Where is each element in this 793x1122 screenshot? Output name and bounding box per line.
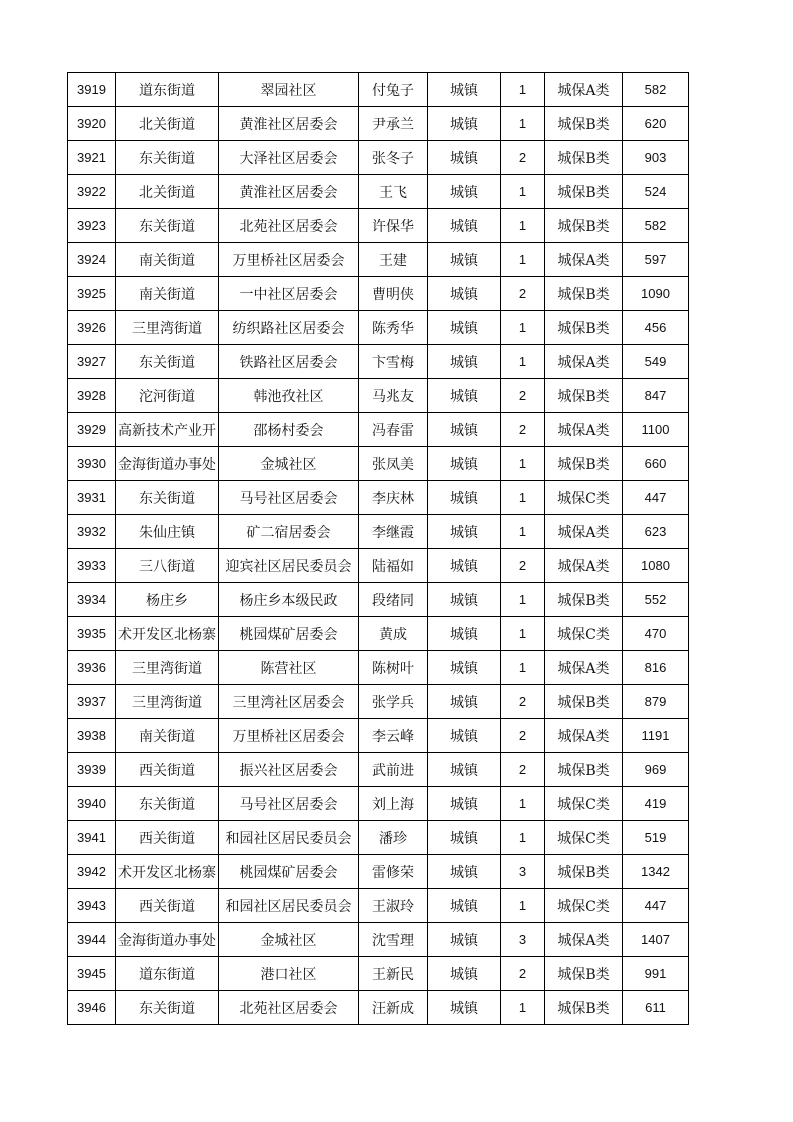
category-cell: 城保B类 bbox=[545, 583, 623, 617]
name-cell: 许保华 bbox=[359, 209, 428, 243]
table-row bbox=[68, 209, 689, 243]
amount-cell: 456 bbox=[623, 311, 689, 345]
area-type-cell: 城镇 bbox=[428, 549, 501, 583]
household-size-cell: 3 bbox=[501, 923, 545, 957]
subdistrict-cell: 杨庄乡 bbox=[116, 583, 219, 617]
area-type-cell: 城镇 bbox=[428, 957, 501, 991]
table-row bbox=[68, 311, 689, 345]
table-row bbox=[68, 481, 689, 515]
category-cell: 城保B类 bbox=[545, 957, 623, 991]
area-type-cell: 城镇 bbox=[428, 481, 501, 515]
household-size-cell: 2 bbox=[501, 719, 545, 753]
subdistrict-cell: 北关街道 bbox=[116, 175, 219, 209]
community-cell: 万里桥社区居委会 bbox=[219, 719, 359, 753]
community-cell: 矿二宿居委会 bbox=[219, 515, 359, 549]
record-id-cell: 3936 bbox=[68, 651, 116, 685]
area-type-cell: 城镇 bbox=[428, 821, 501, 855]
name-cell: 马兆友 bbox=[359, 379, 428, 413]
subdistrict-cell: 西关街道 bbox=[116, 889, 219, 923]
category-cell: 城保B类 bbox=[545, 447, 623, 481]
subdistrict-cell: 西关街道 bbox=[116, 753, 219, 787]
amount-cell: 847 bbox=[623, 379, 689, 413]
category-cell: 城保A类 bbox=[545, 651, 623, 685]
name-cell: 陈树叶 bbox=[359, 651, 428, 685]
household-size-cell: 1 bbox=[501, 515, 545, 549]
community-cell: 和园社区居民委员会 bbox=[219, 889, 359, 923]
name-cell: 李继霞 bbox=[359, 515, 428, 549]
household-size-cell: 1 bbox=[501, 107, 545, 141]
household-size-cell: 2 bbox=[501, 549, 545, 583]
subdistrict-cell: 道东街道 bbox=[116, 73, 219, 107]
community-cell: 金城社区 bbox=[219, 923, 359, 957]
record-id-cell: 3927 bbox=[68, 345, 116, 379]
record-id-cell: 3934 bbox=[68, 583, 116, 617]
area-type-cell: 城镇 bbox=[428, 277, 501, 311]
household-size-cell: 2 bbox=[501, 379, 545, 413]
household-size-cell: 1 bbox=[501, 175, 545, 209]
table-row bbox=[68, 991, 689, 1025]
amount-cell: 447 bbox=[623, 889, 689, 923]
category-cell: 城保A类 bbox=[545, 515, 623, 549]
name-cell: 李庆林 bbox=[359, 481, 428, 515]
community-cell: 马号社区居委会 bbox=[219, 787, 359, 821]
community-cell: 振兴社区居委会 bbox=[219, 753, 359, 787]
table-row bbox=[68, 821, 689, 855]
household-size-cell: 1 bbox=[501, 209, 545, 243]
name-cell: 黄成 bbox=[359, 617, 428, 651]
area-type-cell: 城镇 bbox=[428, 923, 501, 957]
community-cell: 桃园煤矿居委会 bbox=[219, 855, 359, 889]
amount-cell: 1080 bbox=[623, 549, 689, 583]
table-row bbox=[68, 719, 689, 753]
table-row bbox=[68, 957, 689, 991]
community-cell: 韩池孜社区 bbox=[219, 379, 359, 413]
area-type-cell: 城镇 bbox=[428, 651, 501, 685]
name-cell: 王新民 bbox=[359, 957, 428, 991]
amount-cell: 1100 bbox=[623, 413, 689, 447]
record-id-cell: 3926 bbox=[68, 311, 116, 345]
household-size-cell: 1 bbox=[501, 583, 545, 617]
category-cell: 城保B类 bbox=[545, 379, 623, 413]
table-body bbox=[68, 73, 689, 1025]
community-cell: 一中社区居委会 bbox=[219, 277, 359, 311]
community-cell: 迎宾社区居民委员会 bbox=[219, 549, 359, 583]
name-cell: 王建 bbox=[359, 243, 428, 277]
name-cell: 王淑玲 bbox=[359, 889, 428, 923]
record-id-cell: 3933 bbox=[68, 549, 116, 583]
amount-cell: 620 bbox=[623, 107, 689, 141]
amount-cell: 419 bbox=[623, 787, 689, 821]
household-size-cell: 1 bbox=[501, 821, 545, 855]
name-cell: 李云峰 bbox=[359, 719, 428, 753]
category-cell: 城保C类 bbox=[545, 617, 623, 651]
subdistrict-cell: 西关街道 bbox=[116, 821, 219, 855]
subdistrict-cell: 高新技术产业开 bbox=[116, 413, 219, 447]
amount-cell: 991 bbox=[623, 957, 689, 991]
table-row bbox=[68, 549, 689, 583]
table-row bbox=[68, 651, 689, 685]
community-cell: 桃园煤矿居委会 bbox=[219, 617, 359, 651]
amount-cell: 611 bbox=[623, 991, 689, 1025]
subdistrict-cell: 三里湾街道 bbox=[116, 311, 219, 345]
household-size-cell: 3 bbox=[501, 855, 545, 889]
record-id-cell: 3920 bbox=[68, 107, 116, 141]
subdistrict-cell: 东关街道 bbox=[116, 787, 219, 821]
name-cell: 卞雪梅 bbox=[359, 345, 428, 379]
table-row bbox=[68, 277, 689, 311]
category-cell: 城保B类 bbox=[545, 311, 623, 345]
area-type-cell: 城镇 bbox=[428, 855, 501, 889]
household-size-cell: 1 bbox=[501, 73, 545, 107]
name-cell: 刘上海 bbox=[359, 787, 428, 821]
area-type-cell: 城镇 bbox=[428, 345, 501, 379]
subdistrict-cell: 南关街道 bbox=[116, 719, 219, 753]
record-id-cell: 3943 bbox=[68, 889, 116, 923]
category-cell: 城保C类 bbox=[545, 787, 623, 821]
community-cell: 陈营社区 bbox=[219, 651, 359, 685]
area-type-cell: 城镇 bbox=[428, 107, 501, 141]
area-type-cell: 城镇 bbox=[428, 515, 501, 549]
community-cell: 北苑社区居委会 bbox=[219, 209, 359, 243]
category-cell: 城保B类 bbox=[545, 107, 623, 141]
name-cell: 沈雪理 bbox=[359, 923, 428, 957]
area-type-cell: 城镇 bbox=[428, 447, 501, 481]
community-cell: 翠园社区 bbox=[219, 73, 359, 107]
category-cell: 城保B类 bbox=[545, 277, 623, 311]
table-row bbox=[68, 345, 689, 379]
category-cell: 城保C类 bbox=[545, 481, 623, 515]
community-cell: 铁路社区居委会 bbox=[219, 345, 359, 379]
table-row bbox=[68, 583, 689, 617]
community-cell: 纺织路社区居委会 bbox=[219, 311, 359, 345]
household-size-cell: 2 bbox=[501, 141, 545, 175]
category-cell: 城保A类 bbox=[545, 345, 623, 379]
amount-cell: 1407 bbox=[623, 923, 689, 957]
amount-cell: 582 bbox=[623, 209, 689, 243]
subdistrict-cell: 三八街道 bbox=[116, 549, 219, 583]
table-row bbox=[68, 175, 689, 209]
subdistrict-cell: 东关街道 bbox=[116, 991, 219, 1025]
amount-cell: 969 bbox=[623, 753, 689, 787]
household-size-cell: 1 bbox=[501, 345, 545, 379]
table-row bbox=[68, 107, 689, 141]
category-cell: 城保A类 bbox=[545, 549, 623, 583]
area-type-cell: 城镇 bbox=[428, 617, 501, 651]
household-size-cell: 1 bbox=[501, 787, 545, 821]
area-type-cell: 城镇 bbox=[428, 413, 501, 447]
category-cell: 城保C类 bbox=[545, 889, 623, 923]
subdistrict-cell: 三里湾街道 bbox=[116, 651, 219, 685]
amount-cell: 623 bbox=[623, 515, 689, 549]
household-size-cell: 1 bbox=[501, 243, 545, 277]
category-cell: 城保B类 bbox=[545, 991, 623, 1025]
name-cell: 张学兵 bbox=[359, 685, 428, 719]
category-cell: 城保B类 bbox=[545, 141, 623, 175]
table-row bbox=[68, 889, 689, 923]
subdistrict-cell: 东关街道 bbox=[116, 209, 219, 243]
table-row bbox=[68, 923, 689, 957]
record-id-cell: 3923 bbox=[68, 209, 116, 243]
category-cell: 城保B类 bbox=[545, 753, 623, 787]
name-cell: 潘珍 bbox=[359, 821, 428, 855]
record-id-cell: 3932 bbox=[68, 515, 116, 549]
data-table bbox=[67, 72, 689, 1025]
amount-cell: 597 bbox=[623, 243, 689, 277]
subdistrict-cell: 金海街道办事处 bbox=[116, 447, 219, 481]
area-type-cell: 城镇 bbox=[428, 311, 501, 345]
category-cell: 城保A类 bbox=[545, 413, 623, 447]
area-type-cell: 城镇 bbox=[428, 379, 501, 413]
name-cell: 张凤美 bbox=[359, 447, 428, 481]
table-row bbox=[68, 413, 689, 447]
household-size-cell: 2 bbox=[501, 413, 545, 447]
record-id-cell: 3930 bbox=[68, 447, 116, 481]
area-type-cell: 城镇 bbox=[428, 991, 501, 1025]
name-cell: 陆福如 bbox=[359, 549, 428, 583]
table-row bbox=[68, 515, 689, 549]
record-id-cell: 3931 bbox=[68, 481, 116, 515]
household-size-cell: 2 bbox=[501, 753, 545, 787]
community-cell: 杨庄乡本级民政 bbox=[219, 583, 359, 617]
record-id-cell: 3929 bbox=[68, 413, 116, 447]
household-size-cell: 2 bbox=[501, 277, 545, 311]
name-cell: 王飞 bbox=[359, 175, 428, 209]
name-cell: 曹明侠 bbox=[359, 277, 428, 311]
subdistrict-cell: 金海街道办事处 bbox=[116, 923, 219, 957]
subdistrict-cell: 东关街道 bbox=[116, 345, 219, 379]
area-type-cell: 城镇 bbox=[428, 719, 501, 753]
name-cell: 汪新成 bbox=[359, 991, 428, 1025]
category-cell: 城保A类 bbox=[545, 73, 623, 107]
subdistrict-cell: 东关街道 bbox=[116, 141, 219, 175]
household-size-cell: 1 bbox=[501, 889, 545, 923]
category-cell: 城保C类 bbox=[545, 821, 623, 855]
record-id-cell: 3941 bbox=[68, 821, 116, 855]
amount-cell: 582 bbox=[623, 73, 689, 107]
table-row bbox=[68, 141, 689, 175]
amount-cell: 549 bbox=[623, 345, 689, 379]
community-cell: 大泽社区居委会 bbox=[219, 141, 359, 175]
community-cell: 黄淮社区居委会 bbox=[219, 107, 359, 141]
household-size-cell: 1 bbox=[501, 481, 545, 515]
record-id-cell: 3924 bbox=[68, 243, 116, 277]
record-id-cell: 3928 bbox=[68, 379, 116, 413]
name-cell: 雷修荣 bbox=[359, 855, 428, 889]
household-size-cell: 2 bbox=[501, 957, 545, 991]
community-cell: 马号社区居委会 bbox=[219, 481, 359, 515]
table-row bbox=[68, 617, 689, 651]
record-id-cell: 3921 bbox=[68, 141, 116, 175]
amount-cell: 1191 bbox=[623, 719, 689, 753]
table-row bbox=[68, 243, 689, 277]
amount-cell: 1090 bbox=[623, 277, 689, 311]
community-cell: 邵杨村委会 bbox=[219, 413, 359, 447]
subdistrict-cell: 北关街道 bbox=[116, 107, 219, 141]
area-type-cell: 城镇 bbox=[428, 889, 501, 923]
record-id-cell: 3945 bbox=[68, 957, 116, 991]
amount-cell: 519 bbox=[623, 821, 689, 855]
amount-cell: 816 bbox=[623, 651, 689, 685]
amount-cell: 447 bbox=[623, 481, 689, 515]
amount-cell: 660 bbox=[623, 447, 689, 481]
area-type-cell: 城镇 bbox=[428, 583, 501, 617]
name-cell: 尹承兰 bbox=[359, 107, 428, 141]
category-cell: 城保B类 bbox=[545, 175, 623, 209]
record-id-cell: 3942 bbox=[68, 855, 116, 889]
category-cell: 城保B类 bbox=[545, 855, 623, 889]
category-cell: 城保A类 bbox=[545, 719, 623, 753]
area-type-cell: 城镇 bbox=[428, 141, 501, 175]
area-type-cell: 城镇 bbox=[428, 753, 501, 787]
name-cell: 张冬子 bbox=[359, 141, 428, 175]
amount-cell: 524 bbox=[623, 175, 689, 209]
area-type-cell: 城镇 bbox=[428, 209, 501, 243]
subdistrict-cell: 术开发区北杨寨 bbox=[116, 617, 219, 651]
record-id-cell: 3946 bbox=[68, 991, 116, 1025]
table-row bbox=[68, 787, 689, 821]
area-type-cell: 城镇 bbox=[428, 685, 501, 719]
name-cell: 段绪同 bbox=[359, 583, 428, 617]
record-id-cell: 3919 bbox=[68, 73, 116, 107]
subdistrict-cell: 道东街道 bbox=[116, 957, 219, 991]
name-cell: 冯春雷 bbox=[359, 413, 428, 447]
name-cell: 武前进 bbox=[359, 753, 428, 787]
record-id-cell: 3922 bbox=[68, 175, 116, 209]
area-type-cell: 城镇 bbox=[428, 243, 501, 277]
area-type-cell: 城镇 bbox=[428, 787, 501, 821]
area-type-cell: 城镇 bbox=[428, 73, 501, 107]
table-row bbox=[68, 753, 689, 787]
community-cell: 万里桥社区居委会 bbox=[219, 243, 359, 277]
household-size-cell: 1 bbox=[501, 991, 545, 1025]
amount-cell: 470 bbox=[623, 617, 689, 651]
table-row bbox=[68, 379, 689, 413]
household-size-cell: 1 bbox=[501, 651, 545, 685]
community-cell: 北苑社区居委会 bbox=[219, 991, 359, 1025]
area-type-cell: 城镇 bbox=[428, 175, 501, 209]
amount-cell: 903 bbox=[623, 141, 689, 175]
community-cell: 三里湾社区居委会 bbox=[219, 685, 359, 719]
amount-cell: 1342 bbox=[623, 855, 689, 889]
category-cell: 城保B类 bbox=[545, 209, 623, 243]
household-size-cell: 1 bbox=[501, 447, 545, 481]
table-row bbox=[68, 73, 689, 107]
record-id-cell: 3940 bbox=[68, 787, 116, 821]
amount-cell: 879 bbox=[623, 685, 689, 719]
subdistrict-cell: 东关街道 bbox=[116, 481, 219, 515]
record-id-cell: 3925 bbox=[68, 277, 116, 311]
category-cell: 城保B类 bbox=[545, 685, 623, 719]
subdistrict-cell: 朱仙庄镇 bbox=[116, 515, 219, 549]
table-row bbox=[68, 447, 689, 481]
table-row bbox=[68, 685, 689, 719]
category-cell: 城保A类 bbox=[545, 243, 623, 277]
community-cell: 金城社区 bbox=[219, 447, 359, 481]
subdistrict-cell: 沱河街道 bbox=[116, 379, 219, 413]
record-id-cell: 3939 bbox=[68, 753, 116, 787]
record-id-cell: 3935 bbox=[68, 617, 116, 651]
subdistrict-cell: 三里湾街道 bbox=[116, 685, 219, 719]
household-size-cell: 1 bbox=[501, 617, 545, 651]
community-cell: 黄淮社区居委会 bbox=[219, 175, 359, 209]
record-id-cell: 3937 bbox=[68, 685, 116, 719]
name-cell: 付兔子 bbox=[359, 73, 428, 107]
community-cell: 港口社区 bbox=[219, 957, 359, 991]
household-size-cell: 2 bbox=[501, 685, 545, 719]
community-cell: 和园社区居民委员会 bbox=[219, 821, 359, 855]
category-cell: 城保A类 bbox=[545, 923, 623, 957]
amount-cell: 552 bbox=[623, 583, 689, 617]
record-id-cell: 3944 bbox=[68, 923, 116, 957]
subdistrict-cell: 南关街道 bbox=[116, 277, 219, 311]
record-id-cell: 3938 bbox=[68, 719, 116, 753]
name-cell: 陈秀华 bbox=[359, 311, 428, 345]
subdistrict-cell: 南关街道 bbox=[116, 243, 219, 277]
household-size-cell: 1 bbox=[501, 311, 545, 345]
subdistrict-cell: 术开发区北杨寨 bbox=[116, 855, 219, 889]
table-row bbox=[68, 855, 689, 889]
